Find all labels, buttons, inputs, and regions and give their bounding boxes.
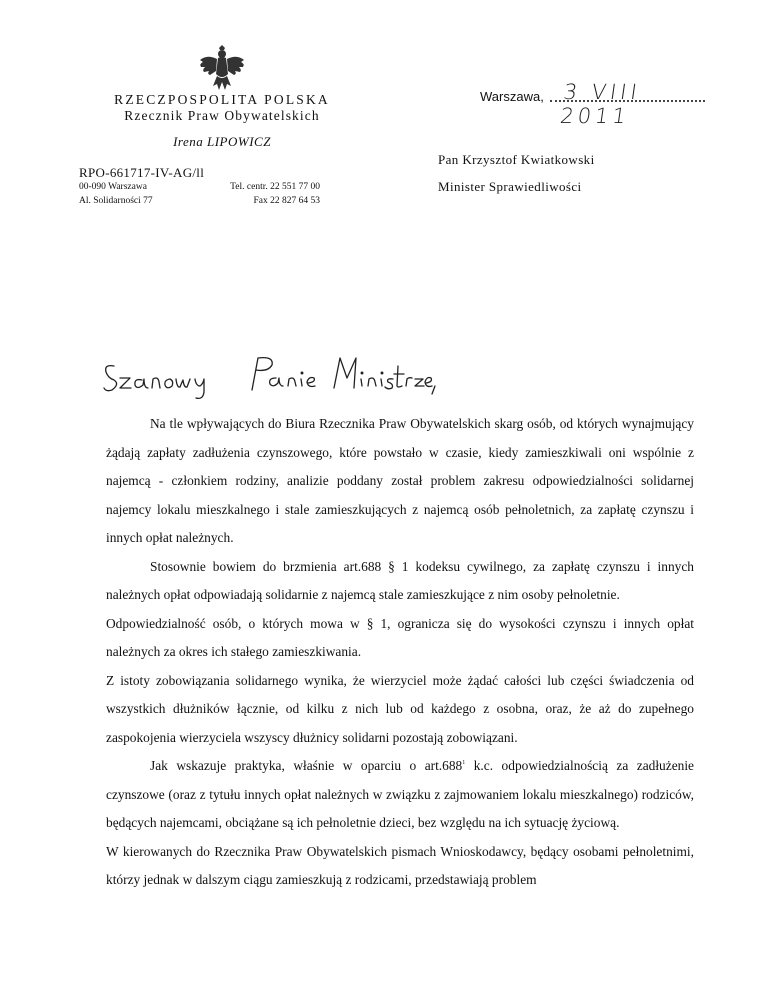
reference-number: RPO-661717-IV-AG/ll bbox=[79, 165, 205, 180]
article-superscript: 1 bbox=[462, 760, 466, 766]
handwritten-greeting bbox=[100, 352, 440, 402]
contact-block bbox=[210, 180, 320, 208]
paragraph: Na tle wpływających do Biura Rzecznika Praw Obywatelskich skarg osób, od których wynajmujący żądają zapłaty zadłużenia czynszowego, które powstało w czasie, kiedy zamieszkiwali oni wspólnie z najemcą - członkiem rodziny, analizie poddany został problem zakresu odpowiedzialności solidarnej najemcy lokalu mieszkalnego i stale zamieszkujących z najemcą osób pełnoletnich, za zapłatę czynszu i innych opłat należnych. bbox=[106, 416, 694, 545]
address-block bbox=[79, 180, 153, 208]
eagle-emblem-icon bbox=[197, 44, 247, 92]
fax-line: Fax 22 827 64 53 bbox=[253, 196, 320, 206]
paragraph: W kierowanych do Rzecznika Praw Obywatelskich pismach Wnioskodawcy, będący osobami pełnoletnimi, którzy jednak w dalszym ciągu zamieszkują z rodzicami, przedstawiają problem bbox=[106, 843, 694, 887]
handwritten-date: 3 VIII 2011 bbox=[558, 80, 643, 128]
paragraph-text: k.c. odpowiedzialnością za zadłużenie czynszowe (oraz z tytułu innych opłat należnych w związku z zajmowaniem lokalu mieszkalnego) rodziców, będących najemcami, obciążane są ich pełnoletnie dzieci, bez względu na ich sytuację życiową. bbox=[106, 758, 695, 830]
paragraph: Z istoty zobowiązania solidarnego wynika, że wierzyciel może żądać całości lub części świadczenia od wszystkich dłużników łącznie, od kilku z nich lub od każdego z osobna, oraz, że aż do zupełnego zaspokojenia wierzyciela wszyscy dłużnicy solidarni pozostają zobowiązani. bbox=[106, 672, 694, 745]
organization-name: RZECZPOSPOLITA POLSKA bbox=[114, 92, 330, 107]
signatory-name: Irena LIPOWICZ bbox=[173, 134, 271, 149]
recipient-name: Pan Krzysztof Kwiatkowski bbox=[438, 152, 595, 167]
date-line bbox=[480, 80, 705, 128]
organization-subtitle: Rzecznik Praw Obywatelskich bbox=[124, 108, 320, 123]
recipient-title: Minister Sprawiedliwości bbox=[438, 179, 582, 194]
paragraph: Stosownie bowiem do brzmienia art.688 § 1 kodeksu cywilnego, za zapłatę czynszu i innych należnych opłat odpowiadają solidarnie z najemcą stale zamieszkujące z nim osoby pełnoletnie. bbox=[106, 558, 694, 602]
phone-line: Tel. centr. 22 551 77 00 bbox=[230, 182, 320, 192]
address-line: Al. Solidarności 77 bbox=[79, 196, 153, 206]
address-line: 00-090 Warszawa bbox=[79, 182, 147, 192]
paragraph-text: Jak wskazuje praktyka, właśnie w oparciu o art.688 bbox=[150, 758, 463, 773]
paragraph bbox=[106, 752, 694, 838]
letter-body bbox=[106, 410, 694, 895]
paragraph: Odpowiedzialność osób, o których mowa w § 1, ogranicza się do wysokości czynszu i innych opłat należnych za okres ich stałego zamieszkiwania. bbox=[106, 615, 694, 659]
date-label: Warszawa, bbox=[480, 89, 544, 104]
